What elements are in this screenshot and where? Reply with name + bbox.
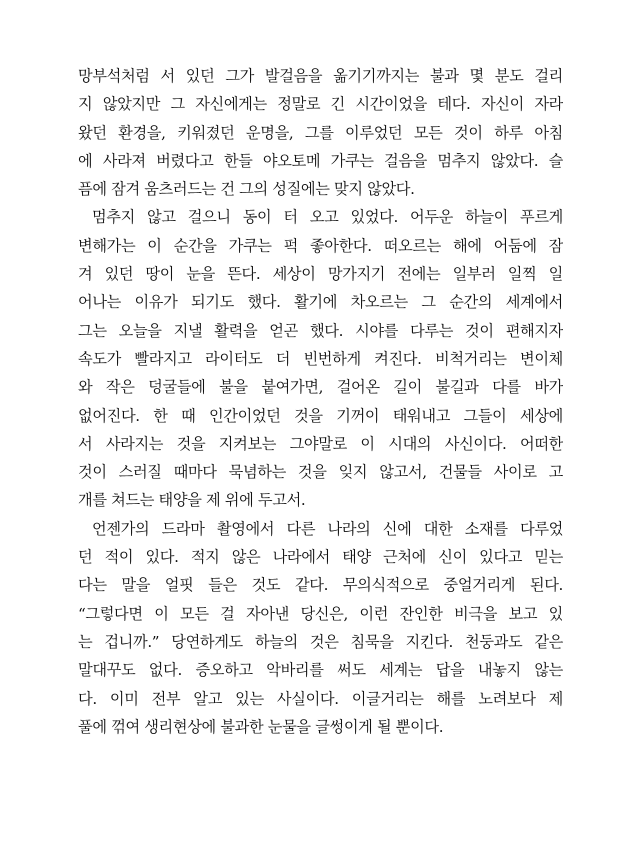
text-line: 겨 있던 땅이 눈을 뜬다. 세상이 망가지기 전에는 일부러 일찍 일 (78, 265, 563, 284)
text-line: 지 않았지만 그 자신에게는 정말로 긴 시간이었을 테다. 자신이 자라 (78, 95, 563, 114)
text-line: 에 사라져 버렸다고 한들 야오토메 가쿠는 걸음을 멈추지 않았다. 슬 (78, 151, 563, 170)
text-line: 다는 말을 얼핏 들은 것도 같다. 무의식적으로 중얼거리게 된다. (78, 576, 563, 595)
text-line: 픔에 잠겨 움츠러드는 건 그의 성질에는 맞지 않았다. (78, 180, 415, 199)
text-line: 것이 스러질 때마다 묵념하는 것을 잊지 않고서, 건물들 사이로 고 (78, 463, 563, 482)
text-line: 그는 오늘을 지낼 활력을 얻곤 했다. 시야를 다루는 것이 편해지자 (78, 321, 563, 340)
text-line: 변해가는 이 순간을 가쿠는 퍽 좋아한다. 떠오르는 해에 어둠에 잠 (78, 236, 563, 255)
text-line: 는 겁니까.” 당연하게도 하늘의 것은 침묵을 지킨다. 천둥과도 같은 (78, 632, 563, 651)
text-line: 멈추지 않고 걸으니 동이 터 오고 있었다. 어두운 하늘이 푸르게 (92, 208, 563, 227)
text-line: 개를 쳐드는 태양을 제 위에 두고서. (78, 491, 306, 510)
text-line: 와 작은 덩굴들에 불을 붙여가면, 걸어온 길이 불길과 다를 바가 (78, 378, 563, 397)
document-page (78, 62, 563, 741)
text-line: 다. 이미 전부 알고 있는 사실이다. 이글거리는 해를 노려보다 제 (78, 689, 563, 708)
text-line: 어나는 이유가 되기도 했다. 활기에 차오르는 그 순간의 세계에서 (78, 293, 563, 312)
text-line: 풀에 꺾여 생리현상에 불과한 눈물을 글썽이게 될 뿐이다. (78, 717, 444, 736)
text-line: 속도가 빨라지고 라이터도 더 빈번하게 켜진다. 비척거리는 변이체 (78, 349, 563, 368)
text-line: 없어진다. 한 때 인간이었던 것을 기꺼이 태워내고 그들이 세상에 (78, 406, 563, 425)
text-line: 서 사라지는 것을 지켜보는 그야말로 이 시대의 사신이다. 어떠한 (78, 434, 563, 453)
text-line: 말대꾸도 없다. 증오하고 악바리를 써도 세계는 답을 내놓지 않는 (78, 661, 563, 680)
text-line: 언젠가의 드라마 촬영에서 다른 나라의 신에 대한 소재를 다루었 (92, 519, 563, 538)
text-line: 망부석처럼 서 있던 그가 발걸음을 옮기기까지는 불과 몇 분도 걸리 (78, 67, 563, 85)
text-line: 왔던 환경을, 키워졌던 운명을, 그를 이루었던 모든 것이 하루 아침 (78, 123, 563, 142)
text-line: “그렇다면 이 모든 걸 자아낸 당신은, 이런 잔인한 비극을 보고 있 (78, 604, 563, 623)
text-line: 던 적이 있다. 적지 않은 나라에서 태양 근처에 신이 있다고 믿는 (78, 548, 563, 567)
